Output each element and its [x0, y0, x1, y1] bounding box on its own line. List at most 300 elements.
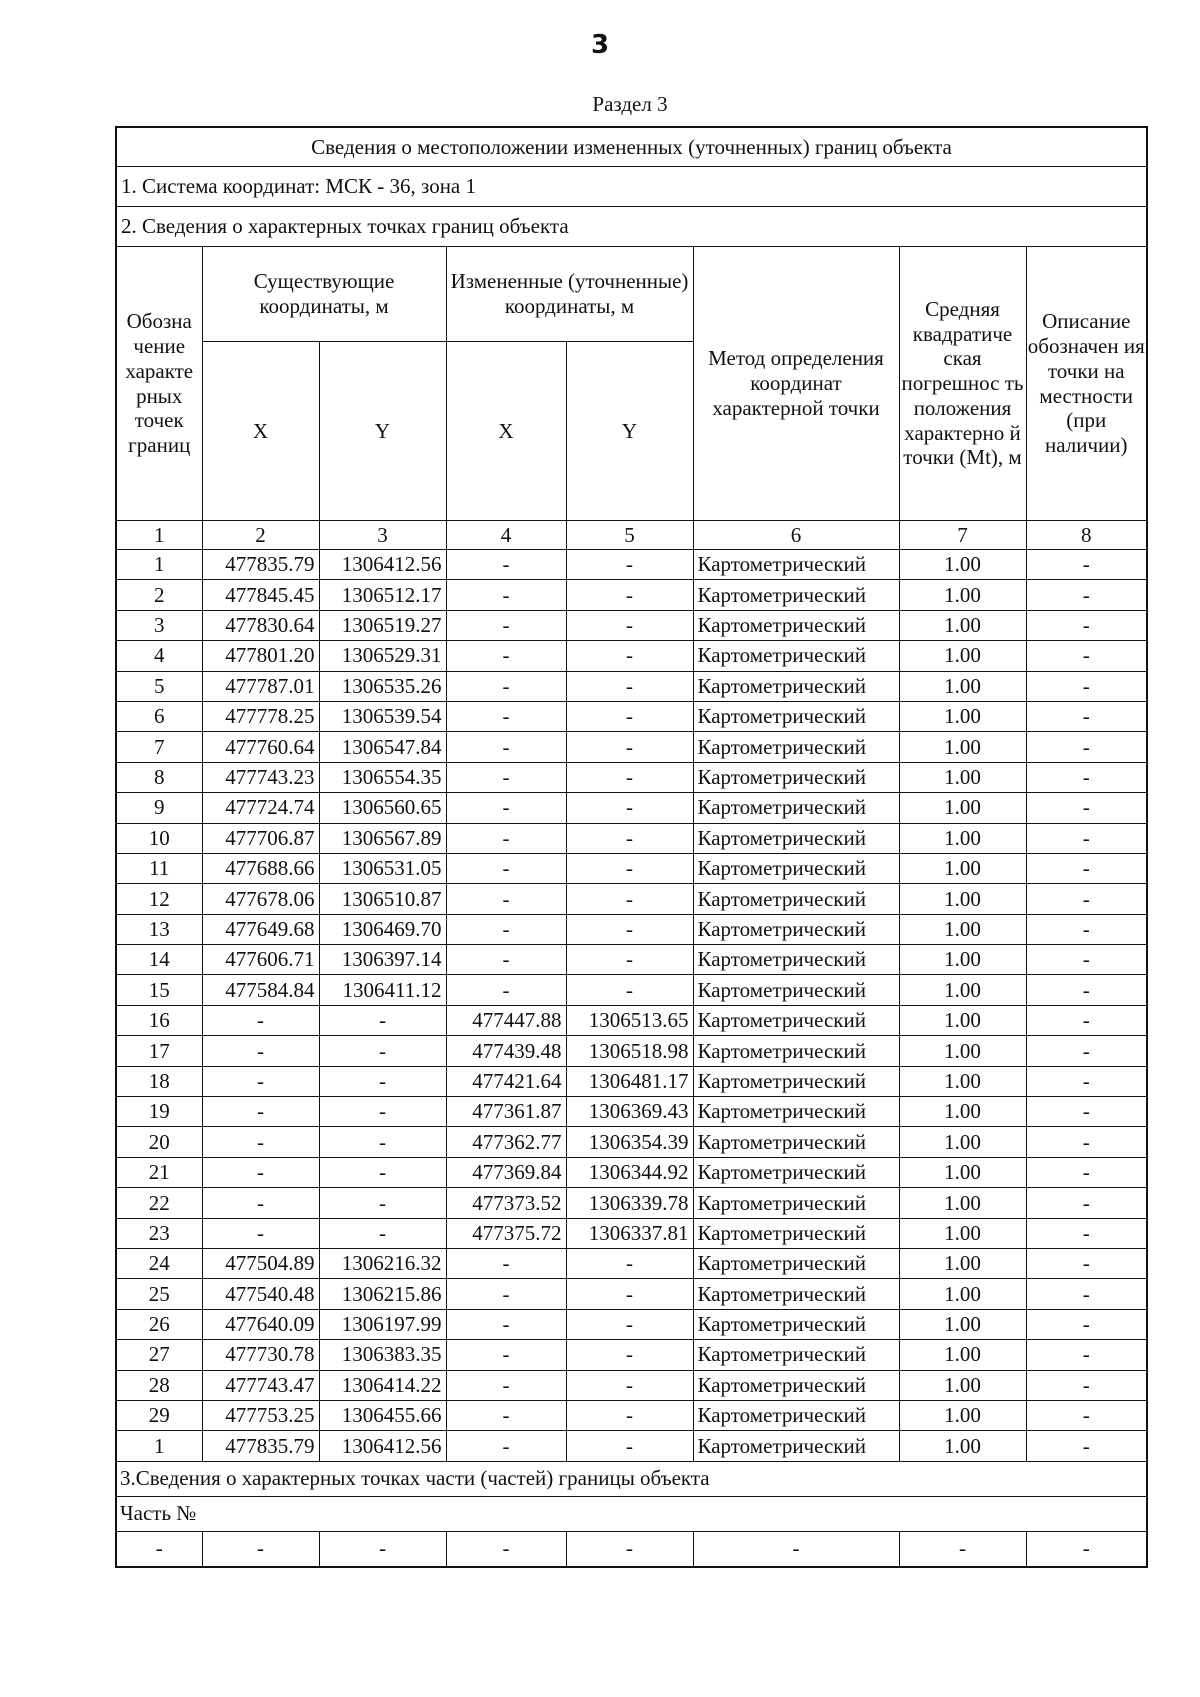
- table-cell: -: [566, 793, 693, 823]
- points-data-body: [116, 550, 1147, 1462]
- column-number: 3: [319, 521, 446, 550]
- table-cell: -: [1026, 1188, 1147, 1218]
- header-method: Метод определения координат характерной точки: [693, 247, 899, 521]
- table-cell: 1.00: [899, 1188, 1026, 1218]
- table-cell: -: [1026, 732, 1147, 762]
- table-cell: 7: [116, 732, 202, 762]
- table-cell: 1.00: [899, 671, 1026, 701]
- table-cell: -: [566, 1340, 693, 1370]
- table-cell: -: [566, 580, 693, 610]
- table-cell: -: [1026, 1157, 1147, 1187]
- table-cell: 477421.64: [446, 1066, 566, 1096]
- table-cell: 477362.77: [446, 1127, 566, 1157]
- table-cell: 13: [116, 914, 202, 944]
- table-row: [116, 1340, 1147, 1370]
- table-cell: 28: [116, 1370, 202, 1400]
- table-cell: -: [319, 1188, 446, 1218]
- table-cell: 1306539.54: [319, 701, 446, 731]
- table-row: [116, 884, 1147, 914]
- table-cell: 477835.79: [202, 1431, 319, 1461]
- boundary-points-table: [115, 126, 1148, 1568]
- column-number: 2: [202, 521, 319, 550]
- table-cell: -: [566, 641, 693, 671]
- table-cell: 14: [116, 945, 202, 975]
- table-cell: 1.00: [899, 1431, 1026, 1461]
- table-cell: 477678.06: [202, 884, 319, 914]
- column-number: 7: [899, 521, 1026, 550]
- table-cell: -: [319, 1097, 446, 1127]
- table-cell: Картометрический: [693, 701, 899, 731]
- table-cell: 10: [116, 823, 202, 853]
- table-cell: 1.00: [899, 1005, 1026, 1035]
- table-cell: 6: [116, 701, 202, 731]
- table-cell: 477447.88: [446, 1005, 566, 1035]
- table-cell: 1306469.70: [319, 914, 446, 944]
- table-cell: -: [446, 610, 566, 640]
- table-cell: -: [693, 1531, 899, 1567]
- table-cell: -: [566, 610, 693, 640]
- table-cell: 1306513.65: [566, 1005, 693, 1035]
- table-cell: -: [566, 945, 693, 975]
- table-cell: -: [446, 762, 566, 792]
- table-row: [116, 1309, 1147, 1339]
- table-cell: -: [1026, 580, 1147, 610]
- table-cell: -: [1026, 853, 1147, 883]
- table-cell: -: [446, 1279, 566, 1309]
- header-changed-y: Y: [566, 342, 693, 521]
- table-cell: -: [1026, 1218, 1147, 1248]
- table-cell: 1306354.39: [566, 1127, 693, 1157]
- table-cell: 1.00: [899, 1370, 1026, 1400]
- table-cell: -: [202, 1127, 319, 1157]
- table-cell: -: [566, 914, 693, 944]
- table-cell: 11: [116, 853, 202, 883]
- table-cell: 477753.25: [202, 1400, 319, 1430]
- table-cell: 1.00: [899, 1066, 1026, 1096]
- table-cell: -: [319, 1531, 446, 1567]
- header-description: Описание обозначен ия точки на местности (при наличии): [1026, 247, 1147, 521]
- table-cell: -: [446, 884, 566, 914]
- table-cell: -: [446, 1531, 566, 1567]
- table-cell: -: [319, 1218, 446, 1248]
- table-cell: Картометрический: [693, 1431, 899, 1461]
- table-cell: -: [1026, 1400, 1147, 1430]
- column-number: 5: [566, 521, 693, 550]
- table-cell: -: [446, 914, 566, 944]
- empty-part-row: [116, 1531, 1147, 1567]
- table-cell: 477584.84: [202, 975, 319, 1005]
- table-cell: -: [1026, 1431, 1147, 1461]
- table-cell: -: [566, 550, 693, 580]
- table-cell: 1306510.87: [319, 884, 446, 914]
- table-cell: 1.00: [899, 914, 1026, 944]
- table-cell: 18: [116, 1066, 202, 1096]
- table-cell: 25: [116, 1279, 202, 1309]
- table-cell: -: [1026, 975, 1147, 1005]
- table-cell: 1306547.84: [319, 732, 446, 762]
- table-cell: -: [446, 671, 566, 701]
- table-row: [116, 550, 1147, 580]
- table-cell: 1.00: [899, 793, 1026, 823]
- table-cell: -: [1026, 641, 1147, 671]
- table-cell: Картометрический: [693, 641, 899, 671]
- table-cell: 1306397.14: [319, 945, 446, 975]
- header-mean-error: Средняя квадратиче ская погрешнос ть положения характерно й точки (Mt), м: [899, 247, 1026, 521]
- table-row: [116, 1127, 1147, 1157]
- table-cell: 477361.87: [446, 1097, 566, 1127]
- parts-section-header: 3.Сведения о характерных точках части (частей) границы объекта: [116, 1461, 1147, 1496]
- table-title: Сведения о местоположении измененных (уточненных) границ объекта: [116, 127, 1147, 167]
- table-cell: 1306529.31: [319, 641, 446, 671]
- table-cell: -: [566, 884, 693, 914]
- table-cell: -: [1026, 1531, 1147, 1567]
- table-cell: -: [566, 671, 693, 701]
- table-cell: -: [446, 701, 566, 731]
- table-row: [116, 975, 1147, 1005]
- table-cell: -: [566, 732, 693, 762]
- table-cell: 1.00: [899, 945, 1026, 975]
- table-cell: Картометрический: [693, 1127, 899, 1157]
- table-cell: 1.00: [899, 1400, 1026, 1430]
- table-cell: 20: [116, 1127, 202, 1157]
- table-row: [116, 1279, 1147, 1309]
- table-cell: -: [446, 732, 566, 762]
- table-row: [116, 610, 1147, 640]
- table-cell: Картометрический: [693, 1066, 899, 1096]
- table-cell: Картометрический: [693, 793, 899, 823]
- table-cell: -: [319, 1127, 446, 1157]
- table-cell: -: [446, 1400, 566, 1430]
- table-cell: 477504.89: [202, 1248, 319, 1278]
- table-row: [116, 945, 1147, 975]
- table-cell: Картометрический: [693, 884, 899, 914]
- table-cell: 1.00: [899, 641, 1026, 671]
- table-cell: 1.00: [899, 853, 1026, 883]
- points-section-header: 2. Сведения о характерных точках границ объекта: [116, 207, 1147, 247]
- table-cell: -: [446, 823, 566, 853]
- page-number: 3: [590, 30, 610, 60]
- table-cell: 15: [116, 975, 202, 1005]
- table-row: [116, 580, 1147, 610]
- table-cell: 1.00: [899, 550, 1026, 580]
- table-cell: -: [446, 1340, 566, 1370]
- table-cell: -: [566, 1248, 693, 1278]
- table-cell: 23: [116, 1218, 202, 1248]
- table-cell: -: [1026, 793, 1147, 823]
- table-cell: -: [1026, 1370, 1147, 1400]
- table-cell: Картометрический: [693, 1005, 899, 1035]
- table-cell: -: [446, 1370, 566, 1400]
- table-cell: Картометрический: [693, 1036, 899, 1066]
- table-cell: Картометрический: [693, 1309, 899, 1339]
- table-cell: Картометрический: [693, 732, 899, 762]
- table-cell: -: [566, 823, 693, 853]
- table-cell: -: [566, 1370, 693, 1400]
- table-cell: -: [1026, 1097, 1147, 1127]
- table-cell: 1.00: [899, 1248, 1026, 1278]
- table-cell: Картометрический: [693, 1097, 899, 1127]
- table-cell: -: [202, 1157, 319, 1187]
- table-cell: 477760.64: [202, 732, 319, 762]
- table-cell: 5: [116, 671, 202, 701]
- table-row: [116, 732, 1147, 762]
- table-cell: 1306369.43: [566, 1097, 693, 1127]
- table-cell: Картометрический: [693, 823, 899, 853]
- table-row: [116, 823, 1147, 853]
- table-cell: -: [1026, 914, 1147, 944]
- table-cell: 19: [116, 1097, 202, 1127]
- table-cell: -: [1026, 1248, 1147, 1278]
- table-cell: -: [446, 945, 566, 975]
- table-cell: 1.00: [899, 1340, 1026, 1370]
- table-cell: 1306531.05: [319, 853, 446, 883]
- table-cell: -: [1026, 1340, 1147, 1370]
- table-cell: 1.00: [899, 1097, 1026, 1127]
- table-cell: 1306519.27: [319, 610, 446, 640]
- table-row: [116, 1370, 1147, 1400]
- table-cell: -: [1026, 610, 1147, 640]
- table-cell: -: [1026, 671, 1147, 701]
- table-cell: 1306567.89: [319, 823, 446, 853]
- table-cell: -: [566, 1431, 693, 1461]
- table-cell: 477649.68: [202, 914, 319, 944]
- table-cell: 1.00: [899, 1309, 1026, 1339]
- table-cell: 16: [116, 1005, 202, 1035]
- table-cell: -: [446, 580, 566, 610]
- table-cell: 1.00: [899, 823, 1026, 853]
- table-cell: -: [566, 1309, 693, 1339]
- table-cell: Картометрический: [693, 1340, 899, 1370]
- table-row: [116, 641, 1147, 671]
- table-cell: 1306339.78: [566, 1188, 693, 1218]
- table-row: [116, 1248, 1147, 1278]
- table-row: [116, 1218, 1147, 1248]
- column-number: 1: [116, 521, 202, 550]
- table-cell: -: [566, 853, 693, 883]
- table-cell: Картометрический: [693, 610, 899, 640]
- table-cell: -: [446, 550, 566, 580]
- table-cell: -: [446, 793, 566, 823]
- table-cell: -: [1026, 1036, 1147, 1066]
- table-cell: 17: [116, 1036, 202, 1066]
- table-cell: 1.00: [899, 580, 1026, 610]
- table-cell: 477640.09: [202, 1309, 319, 1339]
- table-cell: 1306512.17: [319, 580, 446, 610]
- header-point-designation: Обозна чение характе рных точек границ: [116, 247, 202, 521]
- header-existing-x: X: [202, 342, 319, 521]
- table-cell: -: [446, 1431, 566, 1461]
- table-cell: Картометрический: [693, 1279, 899, 1309]
- table-cell: 1.00: [899, 884, 1026, 914]
- table-cell: 29: [116, 1400, 202, 1430]
- table-cell: -: [202, 1188, 319, 1218]
- table-cell: 1.00: [899, 732, 1026, 762]
- table-cell: 24: [116, 1248, 202, 1278]
- table-cell: -: [1026, 945, 1147, 975]
- table-row: [116, 793, 1147, 823]
- table-cell: -: [1026, 701, 1147, 731]
- table-cell: -: [202, 1218, 319, 1248]
- table-row: [116, 762, 1147, 792]
- table-cell: 477801.20: [202, 641, 319, 671]
- table-cell: -: [446, 1309, 566, 1339]
- table-cell: -: [202, 1531, 319, 1567]
- table-cell: 1306560.65: [319, 793, 446, 823]
- table-cell: 3: [116, 610, 202, 640]
- table-cell: -: [202, 1097, 319, 1127]
- table-cell: -: [446, 641, 566, 671]
- table-row: [116, 1066, 1147, 1096]
- table-cell: 12: [116, 884, 202, 914]
- table-cell: -: [202, 1005, 319, 1035]
- table-row: [116, 1157, 1147, 1187]
- table-cell: Картометрический: [693, 1218, 899, 1248]
- table-cell: -: [566, 701, 693, 731]
- table-cell: -: [1026, 1127, 1147, 1157]
- table-cell: Картометрический: [693, 1248, 899, 1278]
- coord-system: 1. Система координат: МСК - 36, зона 1: [116, 167, 1147, 207]
- table-cell: -: [1026, 1005, 1147, 1035]
- table-cell: Картометрический: [693, 1188, 899, 1218]
- table-cell: 1306518.98: [566, 1036, 693, 1066]
- table-cell: -: [566, 1531, 693, 1567]
- table-cell: 1.00: [899, 1279, 1026, 1309]
- table-cell: 27: [116, 1340, 202, 1370]
- table-cell: 1306481.17: [566, 1066, 693, 1096]
- table-cell: Картометрический: [693, 1400, 899, 1430]
- table-cell: 21: [116, 1157, 202, 1187]
- table-cell: -: [202, 1066, 319, 1096]
- table-cell: 1.00: [899, 762, 1026, 792]
- table-cell: -: [202, 1036, 319, 1066]
- table-cell: 1.00: [899, 975, 1026, 1005]
- section-label: Раздел 3: [592, 92, 668, 116]
- table-row: [116, 1005, 1147, 1035]
- table-cell: -: [566, 762, 693, 792]
- table-cell: -: [566, 975, 693, 1005]
- table-cell: -: [1026, 762, 1147, 792]
- table-cell: 1306412.56: [319, 1431, 446, 1461]
- table-cell: Картометрический: [693, 671, 899, 701]
- table-row: [116, 853, 1147, 883]
- table-cell: 1.00: [899, 1157, 1026, 1187]
- table-cell: 1: [116, 1431, 202, 1461]
- table-cell: Картометрический: [693, 550, 899, 580]
- table-cell: 477606.71: [202, 945, 319, 975]
- table-cell: 477540.48: [202, 1279, 319, 1309]
- header-changed-x: X: [446, 342, 566, 521]
- table-cell: 1306197.99: [319, 1309, 446, 1339]
- table-cell: -: [446, 975, 566, 1005]
- table-cell: 1.00: [899, 1036, 1026, 1066]
- table-row: [116, 671, 1147, 701]
- table-cell: Картометрический: [693, 762, 899, 792]
- table-cell: Картометрический: [693, 1157, 899, 1187]
- table-cell: 477724.74: [202, 793, 319, 823]
- column-numbers-row: [116, 521, 1147, 550]
- table-cell: 26: [116, 1309, 202, 1339]
- table-cell: -: [1026, 550, 1147, 580]
- table-cell: 1306344.92: [566, 1157, 693, 1187]
- table-cell: 477375.72: [446, 1218, 566, 1248]
- column-number: 4: [446, 521, 566, 550]
- table-row: [116, 1188, 1147, 1218]
- table-cell: -: [1026, 823, 1147, 853]
- table-cell: 1306414.22: [319, 1370, 446, 1400]
- table-cell: -: [319, 1036, 446, 1066]
- table-cell: 1306383.35: [319, 1340, 446, 1370]
- table-cell: -: [319, 1157, 446, 1187]
- header-existing-y: Y: [319, 342, 446, 521]
- table-cell: Картометрический: [693, 853, 899, 883]
- table-cell: Картометрический: [693, 580, 899, 610]
- table-cell: -: [446, 1248, 566, 1278]
- table-cell: -: [1026, 884, 1147, 914]
- table-cell: 1306412.56: [319, 550, 446, 580]
- table-cell: 2: [116, 580, 202, 610]
- table-cell: 4: [116, 641, 202, 671]
- table-cell: 477835.79: [202, 550, 319, 580]
- table-cell: 477688.66: [202, 853, 319, 883]
- table-row: [116, 1400, 1147, 1430]
- table-cell: -: [1026, 1279, 1147, 1309]
- table-cell: 477845.45: [202, 580, 319, 610]
- table-cell: -: [899, 1531, 1026, 1567]
- table-cell: 9: [116, 793, 202, 823]
- table-cell: 1.00: [899, 610, 1026, 640]
- table-cell: 1306535.26: [319, 671, 446, 701]
- table-cell: Картометрический: [693, 1370, 899, 1400]
- table-cell: -: [446, 853, 566, 883]
- table-cell: 477778.25: [202, 701, 319, 731]
- table-cell: 477730.78: [202, 1340, 319, 1370]
- table-cell: 1306216.32: [319, 1248, 446, 1278]
- table-cell: Картометрический: [693, 945, 899, 975]
- table-cell: 1306215.86: [319, 1279, 446, 1309]
- table-cell: 1306337.81: [566, 1218, 693, 1248]
- column-number: 6: [693, 521, 899, 550]
- table-cell: -: [566, 1279, 693, 1309]
- table-cell: 1306455.66: [319, 1400, 446, 1430]
- table-cell: 8: [116, 762, 202, 792]
- table-cell: 1.00: [899, 1218, 1026, 1248]
- table-cell: 477439.48: [446, 1036, 566, 1066]
- table-cell: -: [566, 1400, 693, 1430]
- table-cell: 22: [116, 1188, 202, 1218]
- table-row: [116, 1097, 1147, 1127]
- table-cell: Картометрический: [693, 975, 899, 1005]
- table-cell: 1306554.35: [319, 762, 446, 792]
- part-number-label: Часть №: [116, 1496, 1147, 1531]
- table-cell: -: [1026, 1066, 1147, 1096]
- table-cell: -: [319, 1005, 446, 1035]
- table-cell: 477830.64: [202, 610, 319, 640]
- table-cell: 1.00: [899, 1127, 1026, 1157]
- header-changed-coords: Измененные (уточненные) координаты, м: [446, 247, 693, 342]
- table-cell: 477369.84: [446, 1157, 566, 1187]
- header-existing-coords: Существующие координаты, м: [202, 247, 446, 342]
- table-cell: -: [116, 1531, 202, 1567]
- table-cell: -: [1026, 1309, 1147, 1339]
- table-cell: 1: [116, 550, 202, 580]
- table-cell: 477787.01: [202, 671, 319, 701]
- table-cell: -: [319, 1066, 446, 1096]
- table-cell: 477373.52: [446, 1188, 566, 1218]
- column-number: 8: [1026, 521, 1147, 550]
- table-cell: 477706.87: [202, 823, 319, 853]
- table-row: [116, 1036, 1147, 1066]
- table-cell: 1.00: [899, 701, 1026, 731]
